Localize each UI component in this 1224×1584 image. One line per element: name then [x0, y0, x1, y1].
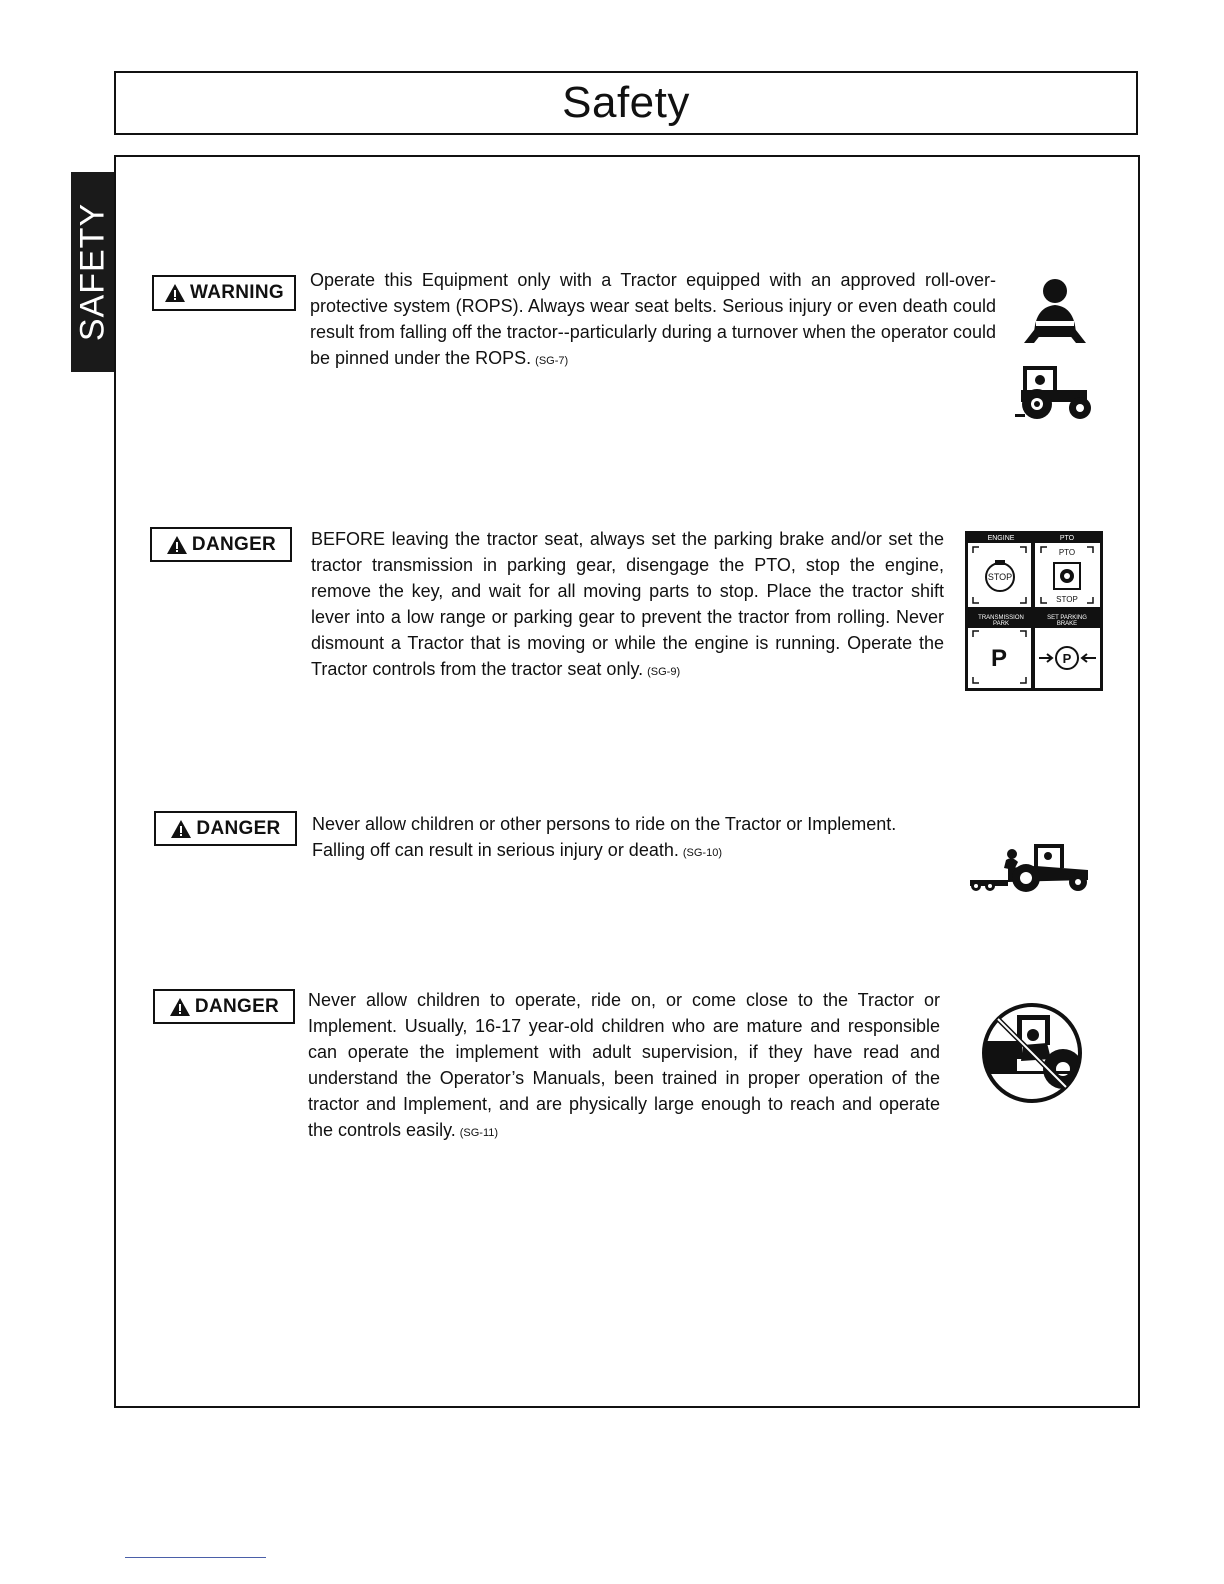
danger-badge-1-label: DANGER	[191, 533, 277, 555]
parking-brake-label-2: BRAKE	[1056, 621, 1078, 627]
park-label: PARK	[993, 621, 1009, 627]
danger-2-code: (SG-10)	[682, 847, 722, 859]
brake-p-label: P	[1062, 651, 1072, 666]
pto-label: PTO	[1059, 535, 1075, 542]
danger-badge-1	[150, 527, 292, 562]
pto-inner-label: PTO	[1058, 548, 1076, 557]
warning-badge-label: WARNING	[190, 282, 284, 303]
danger-2-text: Never allow children or other persons to ride on the Tractor or Implement. Falling off can result in serious injury or death.	[312, 814, 897, 860]
danger-3-code: (SG-11)	[459, 1127, 499, 1139]
warning-code: (SG-7)	[535, 355, 569, 367]
rider-on-tractor-icon	[968, 840, 1090, 896]
no-children-prohibition-icon	[977, 1001, 1087, 1105]
danger-1-text: BEFORE leaving the tractor seat, always set the parking brake and/or set the tractor transmission in parking gear, disengage the PTO, stop the engine, remove the key, and wait for all moving parts to stop. Place the tractor shift lever into a low range or parking gear to prevent the tractor from rolling. Never dismount a Tractor that is moving or while the engine is running. Operate the Tractor controls from the tractor seat only.	[311, 529, 944, 679]
page-title: Safety	[562, 78, 690, 127]
side-tab-label: SAFETY	[73, 202, 111, 342]
pto-stop-label: STOP	[1056, 595, 1078, 604]
warning-text: Operate this Equipment only with a Tractor equipped with an approved roll-over-protective system (ROPS). Always wear seat belts. Serious injury or even death could result from falling off the tractor--particularly during a turnover when the operator could be pinned under the ROPS.	[310, 270, 997, 368]
stop-label: STOP	[987, 572, 1013, 582]
engine-label: ENGINE	[987, 535, 1015, 542]
seat-belt-operator-icon	[1018, 277, 1092, 351]
transmission-label: TRANSMISSION	[978, 615, 1024, 621]
parking-brake-label-1: SET PARKING	[1047, 615, 1087, 621]
warning-triangle-icon	[164, 283, 186, 303]
danger-badge-2-label: DANGER	[196, 817, 281, 839]
rops-tractor-icon	[1013, 364, 1093, 422]
danger-triangle-icon	[170, 819, 192, 839]
danger-3-paragraph	[308, 987, 940, 1146]
danger-2-paragraph	[312, 811, 952, 866]
park-p-label: P	[990, 645, 1008, 672]
warning-badge	[152, 275, 296, 311]
warning-paragraph	[310, 267, 996, 374]
danger-3-text: Never allow children to operate, ride on, or come close to the Tractor or Implement. Usually, 16-17 year-old children who are mature and responsible can operate the implement with adult supervision, if they have read and understand the Operator’s Manuals, been trained in proper operation of the tractor and Implement, and are physically large enough to reach and operate the controls easily.	[308, 990, 940, 1140]
side-tab	[71, 172, 114, 372]
footer-rule	[125, 1557, 266, 1558]
danger-badge-3	[153, 989, 295, 1024]
danger-1-code: (SG-9)	[647, 666, 681, 678]
danger-1-paragraph	[311, 526, 944, 685]
tractor-controls-panel-icon	[965, 531, 1103, 691]
danger-badge-3-label: DANGER	[194, 995, 280, 1017]
page-title-box	[114, 71, 1138, 135]
danger-badge-2	[154, 811, 297, 846]
danger-triangle-icon	[169, 997, 191, 1017]
danger-triangle-icon	[166, 535, 188, 555]
